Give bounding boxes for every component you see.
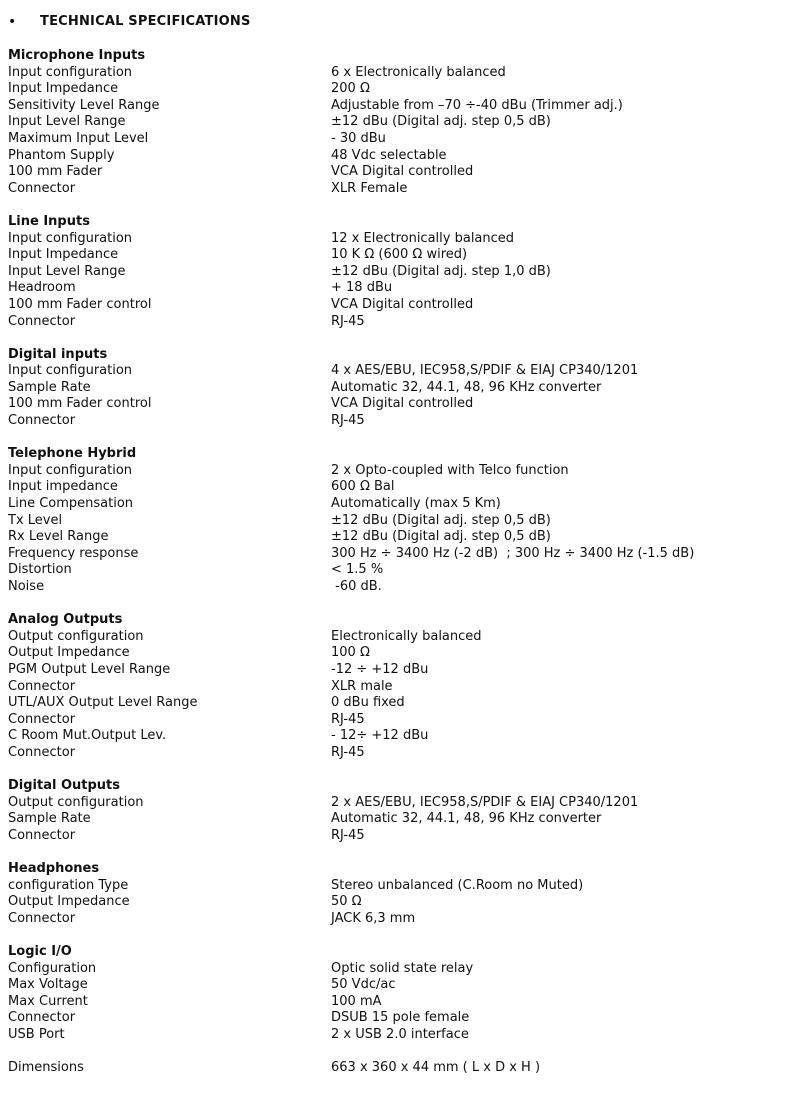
spec-row xyxy=(8,496,783,513)
spec-label: UTL/AUX Output Level Range xyxy=(8,695,198,711)
spec-value: 2 x USB 2.0 interface xyxy=(331,1027,469,1043)
spec-value: 50 Ω xyxy=(331,894,362,910)
spec-row xyxy=(8,1027,783,1044)
spec-row xyxy=(8,314,783,331)
spec-label: 100 mm Fader xyxy=(8,164,103,180)
spec-sections xyxy=(8,48,783,1077)
spec-value: JACK 6,3 mm xyxy=(331,910,416,926)
spec-row xyxy=(8,712,783,729)
spec-section xyxy=(8,1060,783,1077)
spec-label: Maximum Input Level xyxy=(8,130,149,146)
spec-label: Max Voltage xyxy=(8,977,88,993)
spec-row xyxy=(8,98,783,115)
spec-document xyxy=(8,13,783,1093)
spec-value: RJ-45 xyxy=(331,744,365,760)
spec-label: Input configuration xyxy=(8,462,133,478)
section-title: Headphones xyxy=(8,861,100,877)
spec-value: RJ-45 xyxy=(331,413,365,429)
spec-value: 12 x Electronically balanced xyxy=(331,230,515,246)
spec-value: ±12 dBu (Digital adj. step 1,0 dB) xyxy=(331,263,551,279)
spec-label: Noise xyxy=(8,579,45,594)
spec-row xyxy=(8,562,783,579)
spec-row xyxy=(8,81,783,98)
spec-value: 10 K Ω (600 Ω wired) xyxy=(331,247,468,263)
spec-value: 0 dBu fixed xyxy=(331,695,405,711)
spec-value: 2 x AES/EBU, IEC958,S/PDIF & EIAJ CP340/1201 xyxy=(331,794,639,810)
spec-value: 2 x Opto-coupled with Telco function xyxy=(331,462,569,478)
section-title: Logic I/O xyxy=(8,944,72,960)
spec-label: Connector xyxy=(8,711,76,727)
spec-value: -60 dB. xyxy=(331,579,382,594)
spec-row xyxy=(8,629,783,646)
spec-row xyxy=(8,148,783,165)
spec-value: 200 Ω xyxy=(331,81,370,97)
spec-row xyxy=(8,645,783,662)
spec-label: Frequency response xyxy=(8,545,139,561)
spec-label: Input Level Range xyxy=(8,263,126,279)
spec-label: Output Impedance xyxy=(8,645,130,661)
spec-label: Input Impedance xyxy=(8,247,119,263)
section-title: Digital Outputs xyxy=(8,778,121,794)
spec-row xyxy=(8,231,783,248)
spec-row xyxy=(8,463,783,480)
spec-label: Input configuration xyxy=(8,363,133,379)
section-title: Line Inputs xyxy=(8,213,90,229)
spec-section xyxy=(8,347,783,430)
spec-label: Sample Rate xyxy=(8,379,91,395)
spec-label: Input configuration xyxy=(8,230,133,246)
spec-label: Phantom Supply xyxy=(8,147,115,163)
spec-row xyxy=(8,380,783,397)
spec-row xyxy=(8,695,783,712)
spec-value: RJ-45 xyxy=(331,313,365,329)
spec-label: Connector xyxy=(8,678,76,694)
spec-row xyxy=(8,546,783,563)
spec-row xyxy=(8,994,783,1011)
section-title: Digital inputs xyxy=(8,346,108,362)
spec-row xyxy=(8,479,783,496)
spec-label: 100 mm Fader control xyxy=(8,396,152,412)
spec-row xyxy=(8,131,783,148)
spec-value: 48 Vdc selectable xyxy=(331,147,447,163)
spec-row xyxy=(8,811,783,828)
spec-value: ±12 dBu (Digital adj. step 0,5 dB) xyxy=(331,512,551,528)
spec-row xyxy=(8,1060,783,1077)
spec-label: Output configuration xyxy=(8,794,144,810)
spec-value: Adjustable from –70 ÷-40 dBu (Trimmer adj.) xyxy=(331,97,623,113)
spec-value: 6 x Electronically balanced xyxy=(331,64,506,80)
spec-label: Input configuration xyxy=(8,64,133,80)
spec-label: Rx Level Range xyxy=(8,529,109,545)
spec-value: 100 Ω xyxy=(331,645,370,661)
spec-row xyxy=(8,529,783,546)
spec-value: VCA Digital controlled xyxy=(331,296,474,312)
spec-label: Connector xyxy=(8,1010,76,1026)
spec-row xyxy=(8,745,783,762)
spec-row xyxy=(8,878,783,895)
spec-value: ±12 dBu (Digital adj. step 0,5 dB) xyxy=(331,114,551,130)
spec-label: C Room Mut.Output Lev. xyxy=(8,728,167,744)
spec-row xyxy=(8,297,783,314)
spec-label: configuration Type xyxy=(8,877,129,893)
spec-row xyxy=(8,728,783,745)
spec-section xyxy=(8,944,783,1044)
spec-section xyxy=(8,612,783,761)
spec-value: 50 Vdc/ac xyxy=(331,977,396,993)
spec-value: 300 Hz ÷ 3400 Hz (-2 dB) ; 300 Hz ÷ 3400 Hz (-1.5 dB) xyxy=(331,545,695,561)
spec-value: RJ-45 xyxy=(331,711,365,727)
spec-label: Connector xyxy=(8,910,76,926)
spec-value: < 1.5 % xyxy=(331,562,384,578)
bullet-icon: • xyxy=(8,14,17,30)
section-title: Telephone Hybrid xyxy=(8,446,137,462)
spec-value: VCA Digital controlled xyxy=(331,164,474,180)
spec-row xyxy=(8,513,783,530)
document-header xyxy=(8,13,783,31)
spec-label: Sensitivity Level Range xyxy=(8,97,160,113)
spec-value: Optic solid state relay xyxy=(331,960,474,976)
spec-row xyxy=(8,894,783,911)
spec-row xyxy=(8,114,783,131)
spec-label: Configuration xyxy=(8,960,97,976)
spec-value: Stereo unbalanced (C.Room no Muted) xyxy=(331,877,584,893)
spec-label: Connector xyxy=(8,313,76,329)
spec-label: Line Compensation xyxy=(8,496,134,512)
spec-label: Output Impedance xyxy=(8,894,130,910)
spec-row xyxy=(8,579,783,596)
spec-row xyxy=(8,363,783,380)
spec-value: DSUB 15 pole female xyxy=(331,1010,470,1026)
spec-value: RJ-45 xyxy=(331,827,365,843)
spec-row xyxy=(8,795,783,812)
spec-label: USB Port xyxy=(8,1027,65,1043)
spec-value: - 30 dBu xyxy=(331,130,386,146)
spec-value: ±12 dBu (Digital adj. step 0,5 dB) xyxy=(331,529,551,545)
spec-value: - 12÷ +12 dBu xyxy=(331,728,429,744)
spec-value: + 18 dBu xyxy=(331,280,393,296)
spec-row xyxy=(8,413,783,430)
spec-label: Sample Rate xyxy=(8,811,91,827)
spec-label: Connector xyxy=(8,413,76,429)
spec-row xyxy=(8,247,783,264)
spec-row xyxy=(8,280,783,297)
spec-value: VCA Digital controlled xyxy=(331,396,474,412)
spec-section xyxy=(8,48,783,197)
spec-label: 100 mm Fader control xyxy=(8,296,152,312)
spec-label: Max Current xyxy=(8,993,88,1009)
spec-section xyxy=(8,446,783,595)
spec-row xyxy=(8,828,783,845)
spec-value: 100 mA xyxy=(331,993,382,1009)
spec-value: -12 ÷ +12 dBu xyxy=(331,661,429,677)
spec-label: Dimensions xyxy=(8,1060,84,1076)
spec-label: Tx Level xyxy=(8,512,63,528)
spec-label: PGM Output Level Range xyxy=(8,661,171,677)
spec-value: 600 Ω Bal xyxy=(331,479,395,495)
section-title: Microphone Inputs xyxy=(8,48,146,63)
document-title: TECHNICAL SPECIFICATIONS xyxy=(40,14,251,29)
spec-label: Connector xyxy=(8,827,76,843)
section-title: Analog Outputs xyxy=(8,612,123,628)
spec-label: Distortion xyxy=(8,562,72,578)
spec-row xyxy=(8,911,783,928)
spec-value: 663 x 360 x 44 mm ( L x D x H ) xyxy=(331,1060,541,1076)
spec-value: XLR Female xyxy=(331,180,408,196)
spec-label: Connector xyxy=(8,180,76,196)
spec-row xyxy=(8,1010,783,1027)
spec-row xyxy=(8,181,783,198)
spec-label: Input impedance xyxy=(8,479,118,495)
spec-value: Automatic 32, 44.1, 48, 96 KHz converter xyxy=(331,811,602,827)
spec-value: Automatic 32, 44.1, 48, 96 KHz converter xyxy=(331,379,602,395)
spec-section xyxy=(8,214,783,330)
spec-label: Output configuration xyxy=(8,628,144,644)
spec-row xyxy=(8,961,783,978)
spec-row xyxy=(8,396,783,413)
spec-section xyxy=(8,778,783,844)
spec-row xyxy=(8,977,783,994)
spec-value: 4 x AES/EBU, IEC958,S/PDIF & EIAJ CP340/1201 xyxy=(331,363,639,379)
spec-value: XLR male xyxy=(331,678,393,694)
spec-label: Connector xyxy=(8,744,76,760)
spec-row xyxy=(8,679,783,696)
spec-row xyxy=(8,164,783,181)
spec-value: Automatically (max 5 Km) xyxy=(331,496,501,512)
spec-label: Headroom xyxy=(8,280,76,296)
spec-label: Input Impedance xyxy=(8,81,119,97)
spec-section xyxy=(8,861,783,927)
spec-row xyxy=(8,65,783,82)
spec-label: Input Level Range xyxy=(8,114,126,130)
spec-row xyxy=(8,264,783,281)
spec-value: Electronically balanced xyxy=(331,628,482,644)
spec-row xyxy=(8,662,783,679)
